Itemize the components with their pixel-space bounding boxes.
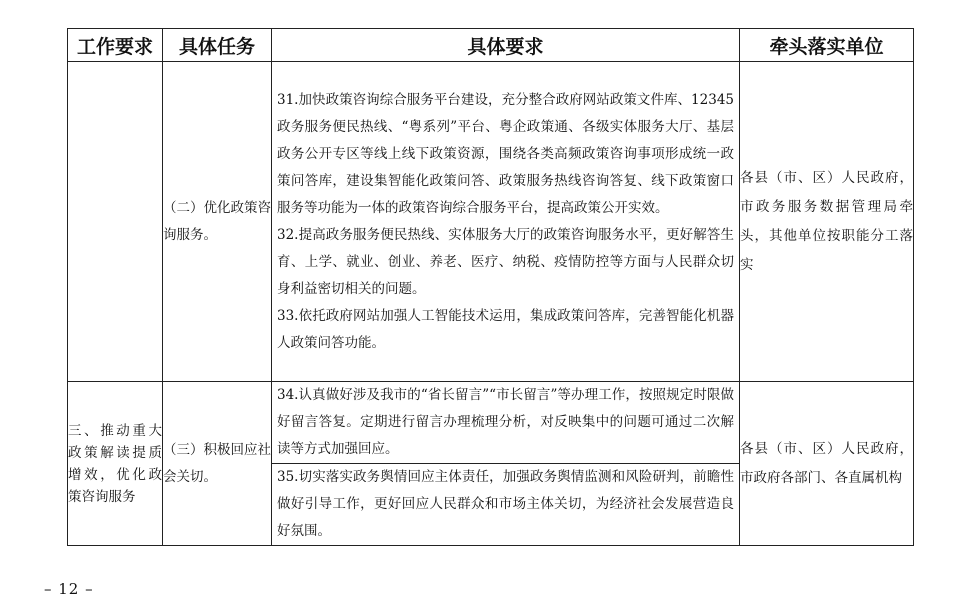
header-requirements: 具体要求	[272, 29, 740, 62]
header-work-requirement: 工作要求	[68, 29, 163, 62]
table-row	[68, 62, 914, 382]
table-row	[68, 382, 914, 546]
task-cell: （三）积极回应社会关切。	[163, 382, 272, 546]
task-cell: （二）优化政策咨询服务。	[163, 62, 272, 382]
requirements-cell	[272, 382, 740, 546]
policy-task-table	[67, 28, 914, 546]
requirement-item-31: 31.加快政策咨询综合服务平台建设，充分整合政府网站政策文件库、12345政务服务便民热线、“粤系列”平台、粤企政策通、各级实体服务大厅、基层政务公开专区等线上线下政策资源，围绕各类高频政策咨询事项形成统一政策问答库，建设集智能化政策问答、政策服务热线咨询答复、线下政策窗口服务等功能为一体的政策咨询综合服务平台，提高政策公开实效。	[277, 91, 734, 216]
requirement-item-34: 34.认真做好涉及我市的“省长留言”“市长留言”等办理工作，按照规定时限做好留言答复。定期进行留言办理梳理分析，对反映集中的问题可通过二次解读等方式加强回应。	[277, 387, 734, 457]
page-number: – 12 –	[44, 580, 94, 598]
requirement-item-33: 33.依托政府网站加强人工智能技术运用，集成政策问答库，完善智能化机器人政策问答功能。	[277, 307, 734, 351]
work-requirement-cell	[68, 62, 163, 382]
header-task: 具体任务	[163, 29, 272, 62]
header-lead-unit: 牵头落实单位	[740, 29, 914, 62]
requirement-item-32: 32.提高政务服务便民热线、实体服务大厅的政策咨询服务水平，更好解答生育、上学、就业、创业、养老、医疗、纳税、疫情防控等方面与人民群众切身利益密切相关的问题。	[277, 226, 734, 297]
requirements-cell	[272, 62, 740, 382]
lead-unit-cell: 各县（市、区）人民政府，市政府各部门、各直属机构	[740, 382, 914, 546]
work-requirement-cell: 三、推动重大政策解读提质增效，优化政策咨询服务	[68, 382, 163, 546]
requirement-item-35: 35.切实落实政务舆情回应主体责任，加强政务舆情监测和风险研判，前瞻性做好引导工作，更好回应人民群众和市场主体关切，为经济社会发展营造良好氛围。	[272, 463, 739, 545]
table-header-row	[68, 29, 914, 62]
lead-unit-cell: 各县（市、区）人民政府，市政务服务数据管理局牵头，其他单位按职能分工落实	[740, 62, 914, 382]
